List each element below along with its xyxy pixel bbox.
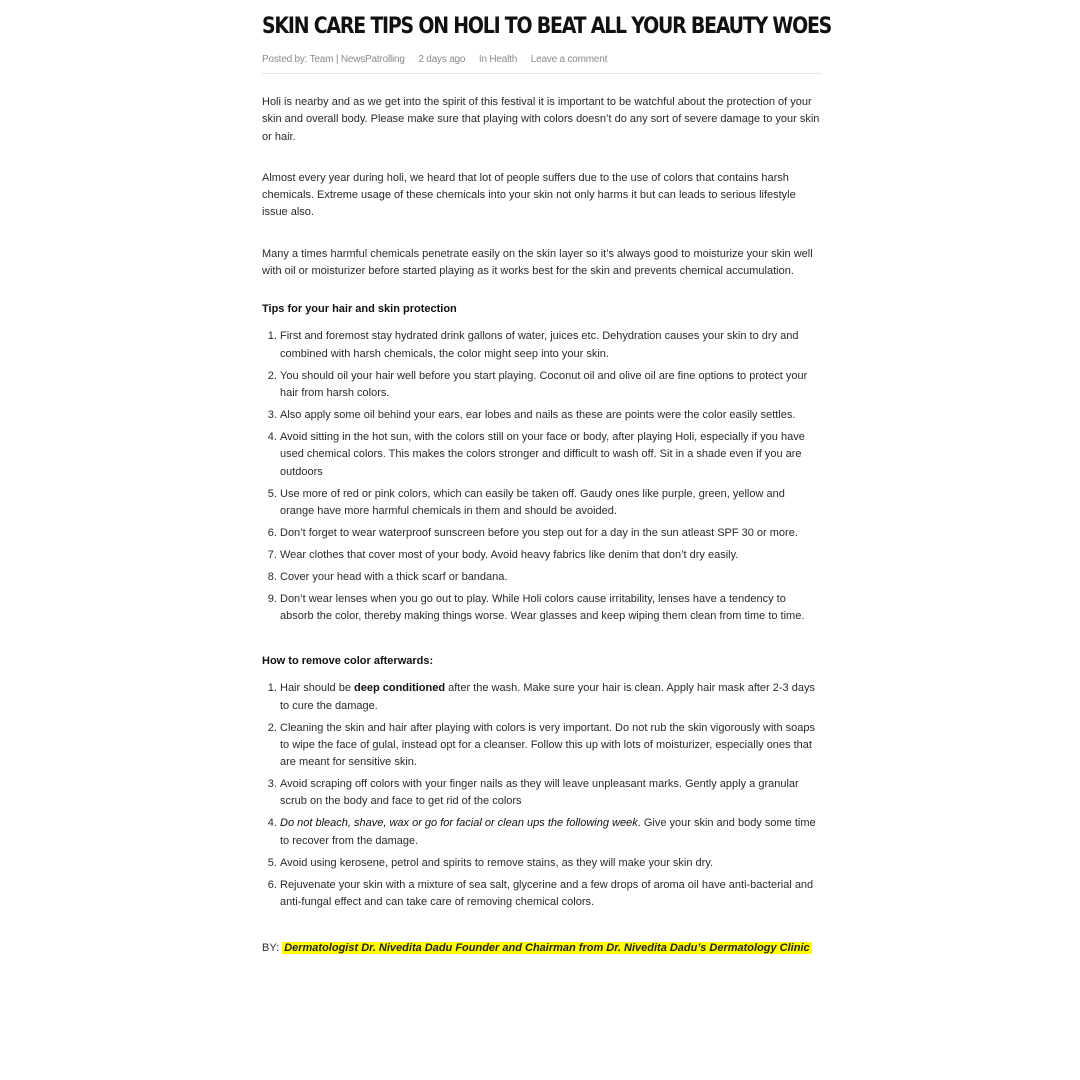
post-date: 2 days ago [418, 54, 466, 65]
list-item: 2. Cleaning the skin and hair after playing with colors is very important. Do not rub the skin vigorously with soaps to wipe the face of gulal, instead opt for a cleanser. Follow this up with lots of moisturizer, especially ones that are meant for sensitive skin. [280, 720, 822, 772]
list-item: 3. Also apply some oil behind your ears, ear lobes and nails as these are points were the color easily settles. [280, 407, 822, 424]
list-item: 5. Avoid using kerosene, petrol and spirits to remove stains, as they will make your skin dry. [280, 855, 822, 872]
article-title: SKIN CARE TIPS ON HOLI TO BEAT ALL YOUR BEAUTY WOES [262, 14, 832, 39]
post-meta [262, 54, 822, 74]
item-text: after the wash. Make sure your hair is clean. Apply hair mask after 2-3 days to cure the damage. [280, 682, 815, 712]
body-paragraph: Many a times harmful chemicals penetrate easily on the skin layer so it’s always good to moisturize your skin well with oil or moisturizer before started playing as it works best for the skin and prevents chemical accumulation. [262, 247, 813, 278]
credit-highlight: Dermatologist Dr. Nivedita Dadu Founder and Chairman from Dr. Nivedita Dadu’s Dermatology Clinic [284, 942, 810, 955]
list-item: 4. Avoid sitting in the hot sun, with the colors still on your face or body, after playing Holi, especially if you have used chemical colors. This makes the colors stronger and difficult to wash off. Sit in a shade even if you are outdoors [280, 429, 822, 481]
list-item [280, 680, 822, 715]
body-paragraph: Almost every year during holi, we heard that lot of people suffers due to the use of colors that contains harsh chemicals. Extreme usage of these chemicals into your skin not only harms it but can leads to serious lifestyle issue also. [262, 171, 796, 219]
author-credit [262, 940, 822, 958]
intro-paragraph: Holi is nearby and as we get into the spirit of this festival it is important to be watchful about the protection of your skin and overall body. Please make sure that playing with colors doesn’t do any sort of severe damage to your skin or hair. [262, 96, 820, 143]
list-item: 7. Wear clothes that cover most of your body. Avoid heavy fabrics like denim that don’t dry easily. [280, 547, 822, 564]
list-item: 6. Don’t forget to wear waterproof sunscreen before you step out for a day in the sun atleast SPF 30 or more. [280, 525, 822, 542]
list-item: 8. Cover your head with a thick scarf or bandana. [280, 569, 822, 586]
article [262, 12, 832, 958]
post-author[interactable]: Posted by: Team | NewsPatrolling [262, 54, 405, 65]
list-item: 5. Use more of red or pink colors, which can easily be taken off. Gaudy ones like purple, green, yellow and orange have more harmful chemicals in them and should be avoided. [280, 486, 822, 521]
emphasis-text: deep conditioned [354, 682, 446, 695]
list-item: 3. Avoid scraping off colors with your finger nails as they will leave unpleasant marks. Gently apply a granular scrub on the body and face to get rid of the colors [280, 776, 822, 811]
post-category[interactable]: In Health [478, 54, 518, 65]
emphasis-text: Do not bleach, shave, wax or go for facial or clean ups the following week [280, 817, 638, 830]
remove-color-list [262, 680, 822, 911]
item-text: . Give your skin and body some time to recover from the damage. [280, 817, 816, 847]
list-item: 2. You should oil your hair well before you start playing. Coconut oil and olive oil are fine options to protect your hair from harsh colors. [280, 368, 822, 403]
tips-list [262, 328, 822, 625]
remove-color-heading: How to remove color afterwards: [262, 655, 434, 668]
credit-prefix: BY: [262, 942, 283, 955]
leave-comment-link[interactable]: Leave a comment [530, 54, 608, 65]
tips-heading: Tips for your hair and skin protection [262, 303, 457, 316]
list-item: 6. Rejuvenate your skin with a mixture of sea salt, glycerine and a few drops of aroma oil have anti-bacterial and anti-fungal effect and can take care of removing chemical colors. [280, 877, 822, 912]
list-item: 9. Don’t wear lenses when you go out to play. While Holi colors cause irritability, lenses have a tendency to absorb the color, thereby making things worse. Wear glasses and keep wiping them clean from time to time. [280, 591, 822, 626]
list-item [280, 815, 822, 850]
item-text: Hair should be [280, 682, 354, 695]
list-item: 1. First and foremost stay hydrated drink gallons of water, juices etc. Dehydration causes your skin to dry and combined with harsh chemicals, the color might seep into your skin. [280, 328, 822, 363]
